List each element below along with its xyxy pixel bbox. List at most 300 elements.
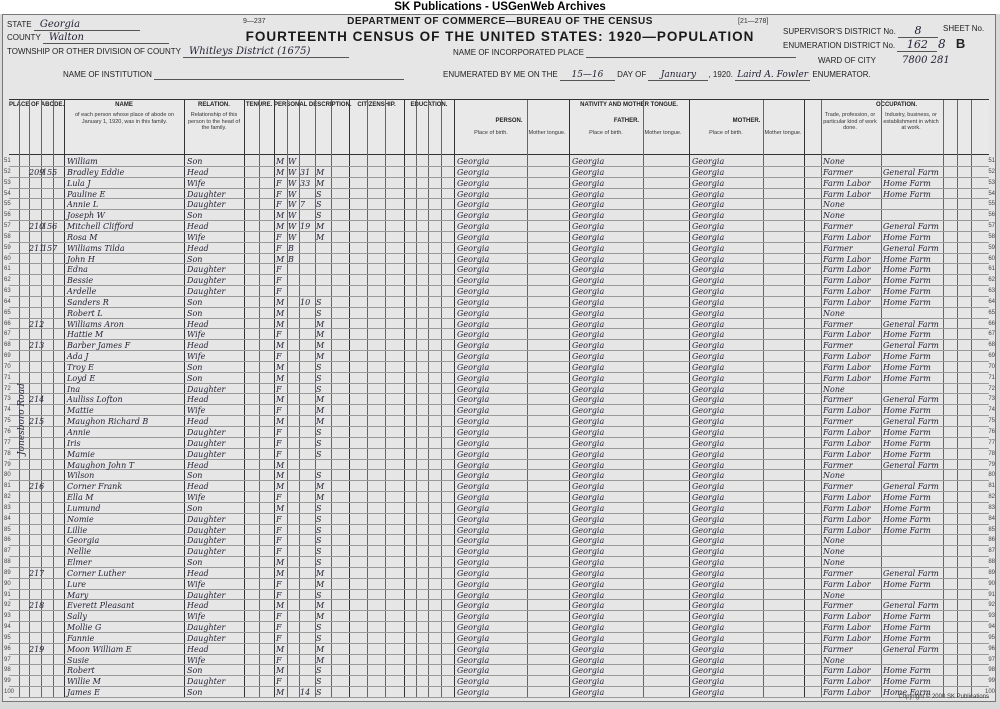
race [288, 319, 299, 330]
copyright-notice: Copyright © 2000 SK Publications [898, 694, 989, 700]
relation: Daughter [187, 265, 226, 275]
occupation-trade: Farmer [823, 601, 853, 611]
birthplace: Georgia [457, 471, 490, 481]
age [300, 525, 315, 536]
relation: Son [187, 254, 203, 264]
marital-status: M [316, 330, 325, 340]
person-name: Elmer [67, 558, 92, 568]
table-row [4, 546, 995, 557]
race [288, 546, 299, 557]
marital-status: M [316, 601, 325, 611]
family-number [42, 503, 53, 514]
line-number: 83 [4, 504, 11, 511]
relation: Wife [187, 406, 206, 416]
marital-status: S [316, 536, 322, 546]
marital-status: S [316, 362, 322, 372]
occupation-industry: Home Farm [883, 254, 931, 264]
table-row [4, 286, 995, 297]
family-number [42, 600, 53, 611]
family-number: 157 [42, 243, 58, 253]
marital-status: S [316, 633, 322, 643]
age [300, 405, 315, 416]
person-name: Annie [67, 428, 91, 437]
dwelling-number [29, 308, 41, 319]
line-number: 82 [988, 494, 995, 501]
father-birthplace: Georgia [572, 287, 605, 297]
enumeration-district-field [783, 38, 937, 52]
state-value: Georgia [34, 19, 140, 31]
table-row [4, 384, 995, 395]
age [300, 622, 315, 633]
line-number: 79 [988, 461, 995, 468]
dwelling-number: 214 [29, 395, 45, 405]
line-number: 78 [4, 450, 11, 457]
mother-birthplace: Georgia [692, 644, 725, 654]
trade-column-head: Trade, profession, or particular kind of work done. [823, 112, 877, 131]
line-number: 58 [4, 233, 11, 240]
sex: M [276, 482, 285, 492]
age: 10 [300, 297, 311, 307]
family-number [42, 665, 53, 676]
relation: Daughter [187, 200, 226, 210]
line-number: 82 [4, 494, 11, 501]
birthplace: Georgia [457, 178, 490, 188]
father-birthplace: Georgia [572, 438, 605, 448]
table-row [4, 644, 995, 655]
marital-status [316, 264, 331, 275]
relation: Wife [187, 352, 206, 362]
line-number: 79 [4, 461, 11, 468]
table-row [4, 373, 995, 384]
table-row [4, 622, 995, 633]
occupation-trade: Farm Labor [823, 688, 871, 698]
age [300, 308, 315, 319]
dwelling-number [29, 470, 41, 481]
dwelling-number [29, 254, 41, 265]
occupation-industry [883, 535, 941, 546]
relation-column-head: Relationship of this person to the head of the family. [188, 112, 240, 131]
family-number [42, 178, 53, 189]
family-number: 156 [42, 222, 58, 232]
institution-label: NAME OF INSTITUTION [63, 70, 152, 79]
sex: F [276, 525, 282, 535]
birthplace: Georgia [457, 547, 490, 557]
relation: Wife [187, 232, 206, 242]
occupation-industry [883, 557, 941, 568]
age [300, 655, 315, 666]
line-number: 73 [988, 396, 995, 403]
occupation-trade: Farmer [823, 341, 853, 351]
line-number: 64 [988, 298, 995, 305]
age [300, 254, 315, 265]
occupation-trade: Farm Labor [823, 514, 871, 524]
father-birthplace: Georgia [572, 525, 605, 535]
occupation-industry: Home Farm [883, 178, 931, 188]
age [300, 373, 315, 384]
occupation-industry: Home Farm [883, 503, 931, 513]
family-number [42, 492, 53, 503]
age [300, 611, 315, 622]
line-number: 81 [4, 483, 11, 490]
line-number: 99 [988, 678, 995, 685]
dwelling-number [29, 189, 41, 200]
birthplace: Georgia [457, 297, 490, 307]
line-number: 74 [988, 407, 995, 414]
race [288, 492, 299, 503]
person-name: Pauline E [67, 189, 106, 199]
dwelling-number: 212 [29, 319, 45, 329]
marital-status: S [316, 525, 322, 535]
enumerated-label: ENUMERATED BY ME ON THE [443, 70, 558, 79]
age [300, 514, 315, 525]
race [288, 557, 299, 568]
line-number: 62 [988, 277, 995, 284]
birthplace: Georgia [457, 276, 490, 286]
dwelling-number [29, 384, 41, 395]
family-number [42, 394, 53, 405]
sex: M [276, 601, 285, 611]
table-row [4, 492, 995, 503]
birthplace: Georgia [457, 287, 490, 297]
sex: F [276, 655, 282, 665]
marital-status: M [316, 482, 325, 492]
family-number [42, 156, 53, 167]
relation: Daughter [187, 590, 226, 600]
table-row [4, 568, 995, 579]
relation: Daughter [187, 525, 226, 535]
mother-birthplace: Georgia [692, 157, 725, 166]
father-birthplace: Georgia [572, 449, 605, 459]
line-number: 56 [988, 212, 995, 219]
mother-birthplace: Georgia [692, 211, 725, 221]
person-name: Williams Tilda [67, 243, 125, 253]
father-birthplace: Georgia [572, 677, 605, 687]
occupation-trade: None [823, 471, 845, 481]
line-number: 84 [988, 515, 995, 522]
census-rows [4, 156, 995, 698]
birthplace: Georgia [457, 525, 490, 535]
line-number: 69 [4, 353, 11, 360]
birthplace: Georgia [457, 406, 490, 416]
occupation-trade: Farm Labor [823, 633, 871, 643]
family-number [42, 427, 53, 438]
sheet-label: SHEET No. [943, 24, 985, 33]
dwelling-number: 216 [29, 482, 45, 492]
person-name: Mamie [67, 449, 95, 459]
dwelling-number [29, 449, 41, 460]
person-name: Corner Frank [67, 482, 123, 492]
age [300, 644, 315, 655]
line-number: 69 [988, 353, 995, 360]
family-number [42, 329, 53, 340]
occupation-trade: Farmer [823, 222, 853, 232]
line-number: 68 [4, 342, 11, 349]
marital-status: M [316, 417, 325, 427]
mother-birthplace: Georgia [692, 167, 725, 177]
line-number: 80 [4, 472, 11, 479]
race [288, 568, 299, 579]
family-number [42, 676, 53, 687]
line-number: 92 [988, 602, 995, 609]
relation: Daughter [187, 633, 226, 643]
age [300, 460, 315, 471]
birthplace: Georgia [457, 655, 490, 665]
occupation-industry: General Farm [883, 243, 939, 253]
mother-birthplace: Georgia [692, 341, 725, 351]
person-name: Bessie [67, 276, 94, 286]
table-row [4, 319, 995, 330]
line-number: 94 [4, 624, 11, 631]
person-name: Bradley Eddie [67, 167, 125, 177]
father-birthplace: Georgia [572, 406, 605, 416]
sex: F [276, 449, 282, 459]
family-number [42, 254, 53, 265]
occupation-trade: Farm Labor [823, 623, 871, 633]
age [300, 362, 315, 373]
relation: Daughter [187, 276, 226, 286]
line-number: 68 [988, 342, 995, 349]
race [288, 665, 299, 676]
relation: Head [187, 243, 209, 253]
relation: Son [187, 688, 203, 698]
birthplace: Georgia [457, 330, 490, 340]
marital-status: M [316, 167, 325, 177]
relation: Son [187, 558, 203, 568]
supervisor-label: SUPERVISOR'S DISTRICT No. [783, 27, 896, 36]
mother-birthplace: Georgia [692, 200, 725, 210]
ed-label: ENUMERATION DISTRICT No. [783, 41, 896, 50]
dwelling-number: 210 [29, 222, 45, 232]
family-number [42, 405, 53, 416]
family-number: 155 [42, 167, 58, 177]
dwelling-number: 215 [29, 417, 45, 427]
dwelling-number [29, 351, 41, 362]
occupation-industry: Home Farm [883, 330, 931, 340]
marital-status: S [316, 189, 322, 199]
dwelling-number [29, 362, 41, 373]
mother-birthplace: Georgia [692, 590, 725, 600]
dwelling-number [29, 178, 41, 189]
sex: M [276, 688, 285, 698]
birthplace: Georgia [457, 438, 490, 448]
birthplace: Georgia [457, 243, 490, 253]
marital-status: S [316, 666, 322, 676]
father-birthplace: Georgia [572, 428, 605, 437]
occupation-industry: General Farm [883, 601, 939, 611]
age: 33 [300, 178, 311, 188]
person-name: Mollie G [67, 623, 102, 633]
county-label: COUNTY [7, 33, 41, 42]
table-row [4, 600, 995, 611]
dwelling-number [29, 199, 41, 210]
family-number [42, 579, 53, 590]
occupation-industry: Home Farm [883, 688, 931, 698]
occupation-trade: None [823, 157, 845, 166]
family-number [42, 470, 53, 481]
dwelling-number [29, 275, 41, 286]
sex: M [276, 211, 285, 221]
dwelling-number [29, 373, 41, 384]
line-number: 63 [4, 288, 11, 295]
person-name: Barber James F [67, 341, 131, 351]
race [288, 351, 299, 362]
person-name: Ada J [67, 352, 89, 362]
birthplace: Georgia [457, 352, 490, 362]
person-name: Robert [67, 666, 95, 676]
birthplace: Georgia [457, 157, 490, 166]
occupation-industry: General Farm [883, 644, 939, 654]
race: W [288, 222, 297, 232]
occupation-trade: Farmer [823, 482, 853, 492]
occupation-industry: Home Farm [883, 352, 931, 362]
age [300, 546, 315, 557]
birthplace: Georgia [457, 568, 490, 578]
birthplace: Georgia [457, 341, 490, 351]
occupation-trade: Farm Labor [823, 428, 871, 437]
table-row [4, 481, 995, 492]
occupation-trade: Farm Labor [823, 612, 871, 622]
ward-value: 7800 281 [902, 55, 950, 66]
subgroup-mother: MOTHER. [732, 118, 761, 124]
subgroup-father: FATHER. [613, 118, 640, 124]
occupation-trade: Farm Labor [823, 297, 871, 307]
family-number [42, 622, 53, 633]
father-birthplace: Georgia [572, 373, 605, 383]
family-number [42, 687, 53, 698]
relation: Head [187, 395, 209, 405]
dwelling-number [29, 525, 41, 536]
family-number [42, 644, 53, 655]
mother-birthplace: Georgia [692, 178, 725, 188]
line-number: 99 [4, 678, 11, 685]
line-number: 76 [4, 429, 11, 435]
age [300, 438, 315, 449]
person-name: Ella M [67, 493, 94, 503]
race: W [288, 167, 297, 177]
occupation-industry: Home Farm [883, 362, 931, 372]
line-number: 60 [4, 255, 11, 262]
line-number: 63 [988, 288, 995, 295]
relation: Daughter [187, 449, 226, 459]
mother-birthplace: Georgia [692, 319, 725, 329]
sex: F [276, 579, 282, 589]
occupation-industry: Home Farm [883, 406, 931, 416]
sex: M [276, 503, 285, 513]
occupation-industry [883, 546, 941, 557]
age: 31 [300, 167, 311, 177]
line-number: 62 [4, 277, 11, 284]
father-birthplace: Georgia [572, 590, 605, 600]
line-number: 72 [4, 385, 11, 392]
relation: Daughter [187, 514, 226, 524]
family-number [42, 449, 53, 460]
father-birthplace: Georgia [572, 493, 605, 503]
person-tongue-head: Mother tongue. [528, 130, 566, 136]
line-number: 59 [988, 244, 995, 251]
relation: Head [187, 568, 209, 578]
person-name: Loyd E [67, 373, 96, 383]
sex: M [276, 254, 285, 264]
marital-status: M [316, 222, 325, 232]
dwelling-number [29, 405, 41, 416]
sex: F [276, 623, 282, 633]
father-birthplace: Georgia [572, 362, 605, 372]
person-name: Maughon John T [67, 460, 135, 470]
dwelling-number: 211 [29, 243, 45, 253]
person-name: Ina [67, 384, 81, 394]
race [288, 329, 299, 340]
table-row [4, 449, 995, 460]
father-birthplace: Georgia [572, 265, 605, 275]
incorporated-place-field [453, 48, 796, 58]
dwelling-number [29, 546, 41, 557]
father-birthplace: Georgia [572, 601, 605, 611]
relation: Head [187, 222, 209, 232]
line-number: 80 [988, 472, 995, 479]
mother-birthplace: Georgia [692, 428, 725, 437]
sex: F [276, 352, 282, 362]
township-value: Whitleys District (1675) [183, 46, 349, 58]
table-row [4, 178, 995, 189]
occupation-industry: Home Farm [883, 189, 931, 199]
sheet-number-field [943, 24, 984, 33]
occupation-trade: Farm Labor [823, 503, 871, 513]
occupation-trade: Farm Labor [823, 493, 871, 503]
enumerated-month: January [648, 70, 708, 81]
mother-birthplace: Georgia [692, 514, 725, 524]
occupation-industry [883, 199, 941, 210]
table-row [4, 514, 995, 525]
line-number: 52 [4, 168, 11, 175]
person-name: Maughon Richard B [67, 417, 149, 427]
mother-birthplace: Georgia [692, 536, 725, 546]
mother-birthplace: Georgia [692, 677, 725, 687]
mother-birthplace: Georgia [692, 525, 725, 535]
sex: M [276, 308, 285, 318]
person-name: Edna [67, 265, 88, 275]
relation: Head [187, 644, 209, 654]
sex: M [276, 644, 285, 654]
age [300, 568, 315, 579]
sex: M [276, 373, 285, 383]
occupation-industry: Home Farm [883, 276, 931, 286]
census-title: FOURTEENTH CENSUS OF THE UNITED STATES: 1920—POPULATION [245, 29, 755, 44]
line-number: 67 [4, 331, 11, 338]
person-name: Joseph W [67, 211, 105, 221]
occupation-industry: Home Farm [883, 232, 931, 242]
age [300, 481, 315, 492]
sex: F [276, 243, 282, 253]
line-number: 55 [988, 201, 995, 208]
relation: Son [187, 666, 203, 676]
sex: F [276, 633, 282, 643]
table-row [4, 416, 995, 427]
father-birthplace: Georgia [572, 482, 605, 492]
dwelling-number [29, 210, 41, 221]
father-birthplace: Georgia [572, 536, 605, 546]
birthplace: Georgia [457, 688, 490, 698]
occupation-industry: General Farm [883, 395, 939, 405]
family-number [42, 308, 53, 319]
marital-status: M [316, 232, 325, 242]
group-nativity: NATIVITY AND MOTHER TONGUE. [580, 102, 678, 108]
line-number: 60 [988, 255, 995, 262]
person-name: John H [67, 254, 95, 264]
race: W [288, 232, 297, 242]
line-number: 57 [4, 223, 11, 230]
line-number: 67 [988, 331, 995, 338]
line-number: 51 [988, 158, 995, 164]
